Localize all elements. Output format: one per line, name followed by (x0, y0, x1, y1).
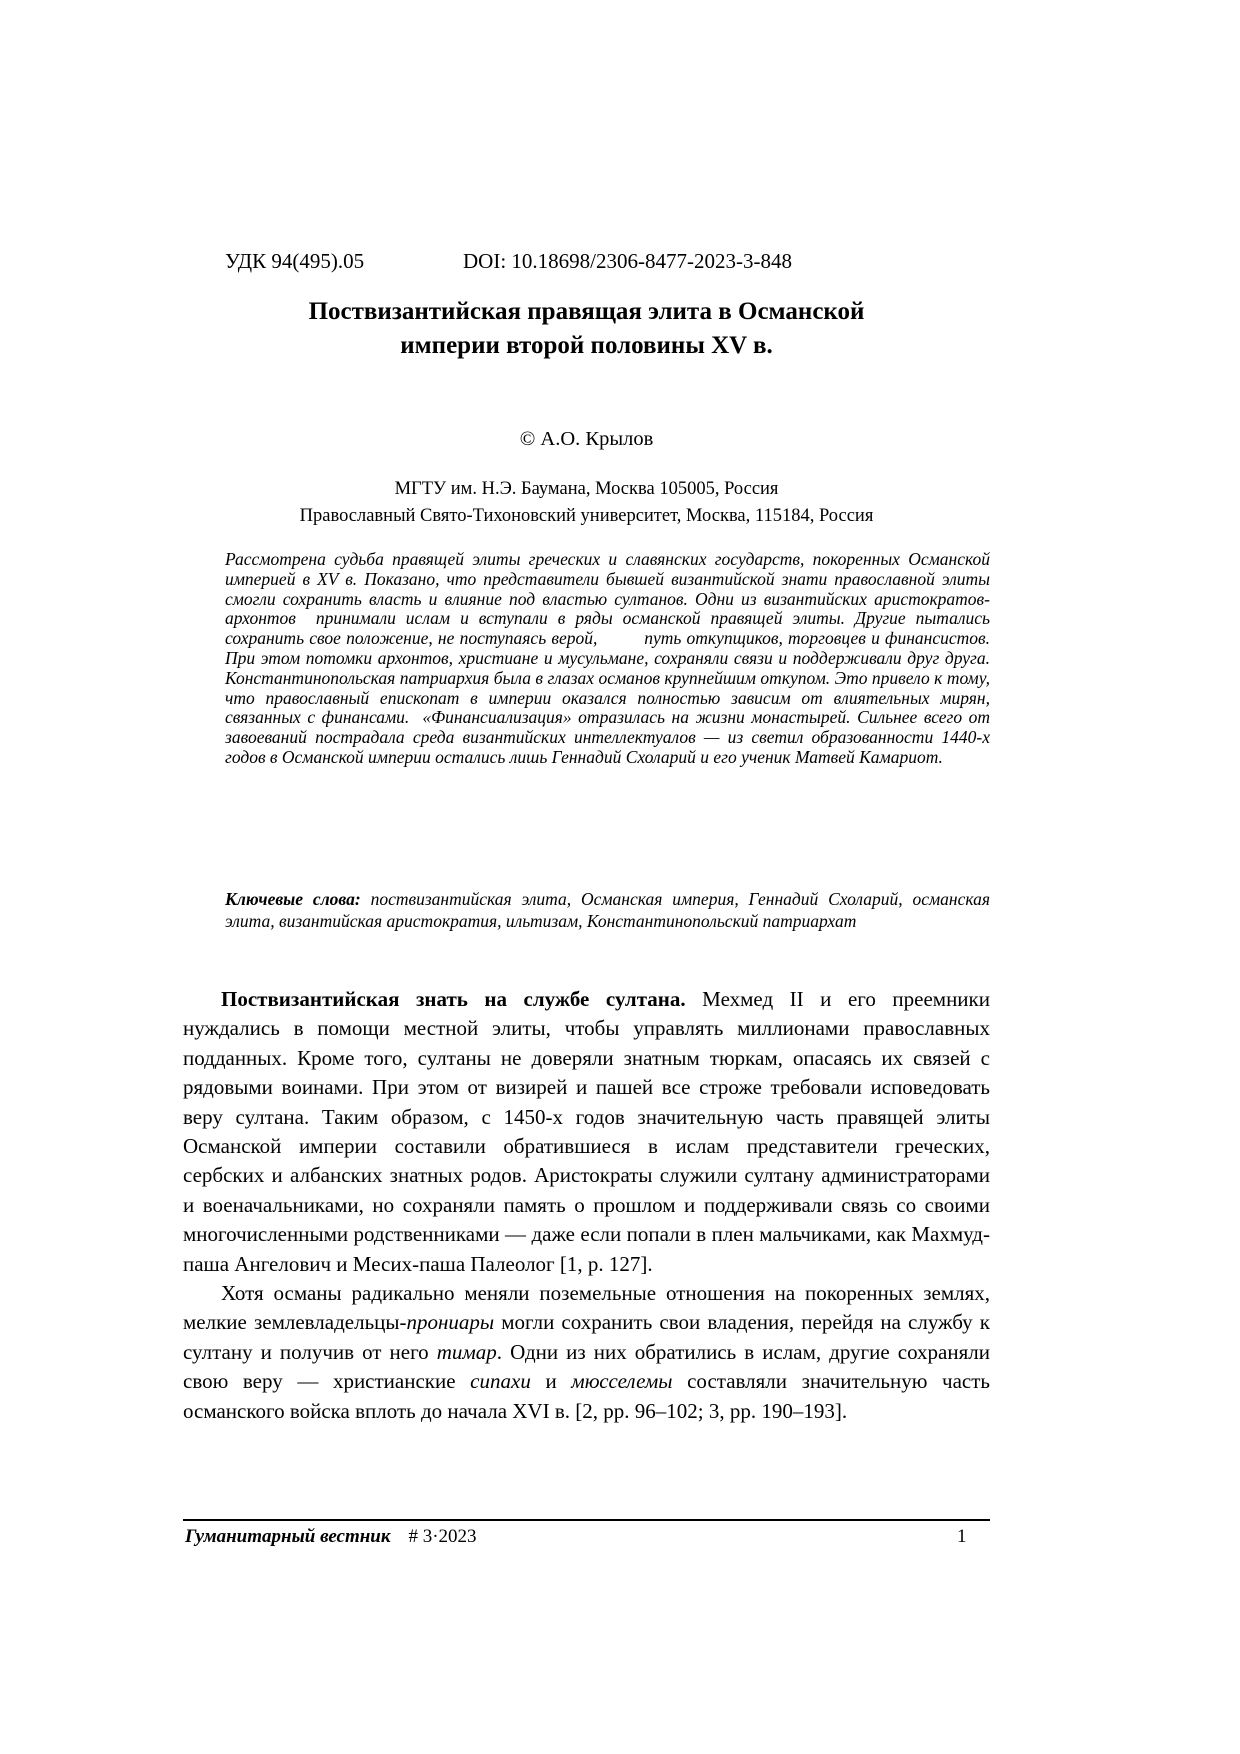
journal-name: Гуманитарный вестник (185, 1526, 391, 1547)
affiliation-1: МГТУ им. Н.Э. Баумана, Москва 105005, Россия (394, 479, 779, 499)
body-paragraph (183, 1279, 990, 1426)
body-segment: составляли значительную часть османского войска вплоть до начала XVI в. [2, pp. 96–102; 3, pp. 190–193]. (183, 1369, 990, 1423)
body-paragraph (183, 985, 990, 1279)
body-segment: могли сохранить свои владения, перейдя на службу к султану и получив от него (183, 1310, 990, 1364)
keywords-text: поствизантийская элита, Османская империя, Геннадий Схоларий, османская элита, византийская аристократия, ильтизам, Константинопольский патриархат (225, 889, 990, 931)
doi-code: DOI: 10.18698/2306-8477-2023-3-848 (463, 249, 792, 273)
footer-journal-line (185, 1526, 477, 1548)
keywords-block (225, 889, 990, 932)
page-number: 1 (957, 1526, 967, 1547)
body-segment: сипахи (470, 1369, 531, 1394)
keywords-label: Ключевые слова: (225, 889, 361, 909)
body-segment: мюсселемы (571, 1369, 673, 1394)
affiliation-2: Православный Свято-Тихоновский университет, Москва, 115184, Россия (299, 505, 874, 526)
body-segment: . Одни из них обратились в ислам, другие сохраняли свою веру — христианские (183, 1339, 990, 1394)
affiliations (183, 476, 990, 529)
body-segment: тимар (436, 1339, 497, 1364)
article-title (183, 295, 990, 363)
udc-code: УДК 94(495).05 (225, 249, 365, 273)
article-title-line2: империи второй половины XV в. (400, 332, 773, 359)
author-line: © А.О. Крылов (519, 428, 654, 450)
footer-divider (183, 1519, 990, 1521)
abstract-text: Рассмотрена судьба правящей элиты греческих и славянских государств, покоренных Османской империей в XV в. Показано, что представители бывшей византийской знати православной элиты смогли сохранить власть и влияние под властью султанов. Одни из византийских аристократов-архонтов принимали ислам и вступали в ряды османской правящей элиты. Другие пытались сохранить свое положение, не поступаясь верой, путь откупщиков, торговцев и финансистов. При этом потомки архонтов, христиане и мусульмане, сохраняли связи и поддерживали друг друга. Константинопольская патриархия была в глазах османов крупнейшим откупом. Это привело к тому, что православный епископат в империи оказался полностью зависим от влиятельных мирян, связанных с финансами. «Финансиализация» отразилась на жизни монастырей. Сильнее всего от завоеваний пострадала среда византийских интеллектуалов — из светил образованности 1440-х годов в Османской империи остались лишь Геннадий Схоларий и его ученик Матвей Камариот. (225, 549, 990, 767)
body-text (183, 985, 990, 1426)
body-segment: Хотя османы радикально меняли поземельные отношения на покоренных землях, мелкие землевладельцы- (183, 1281, 990, 1335)
article-title-line1: Поствизантийская правящая элита в Османской (308, 298, 865, 325)
issue-number: # 3·2023 (408, 1526, 477, 1547)
body-segment: прониары (406, 1310, 495, 1335)
body-segment: Поствизантийская знать на службе султана. (221, 987, 703, 1011)
body-segment: и (530, 1369, 572, 1394)
body-segment: Мехмед II и его преемники нуждались в помощи местной элиты, чтобы управлять миллионами православных подданных. Кроме того, султаны не доверяли знатным тюркам, опасаясь их связей с рядовыми воинами. При этом от визирей и пашей все строже требовали исповедовать веру султана. Таким образом, с 1450-х годов значительную часть правящей элиты Османской империи составили обратившиеся в ислам представители греческих, сербских и албанских знатных родов. Аристократы служили султану администраторами и военачальниками, но сохраняли память о прошлом и поддерживали связь со своими многочисленными родственниками — даже если попали в плен мальчиками, как Махмуд-паша Ангелович и Месих-паша Палеолог [1, p. 127]. (183, 987, 990, 1276)
